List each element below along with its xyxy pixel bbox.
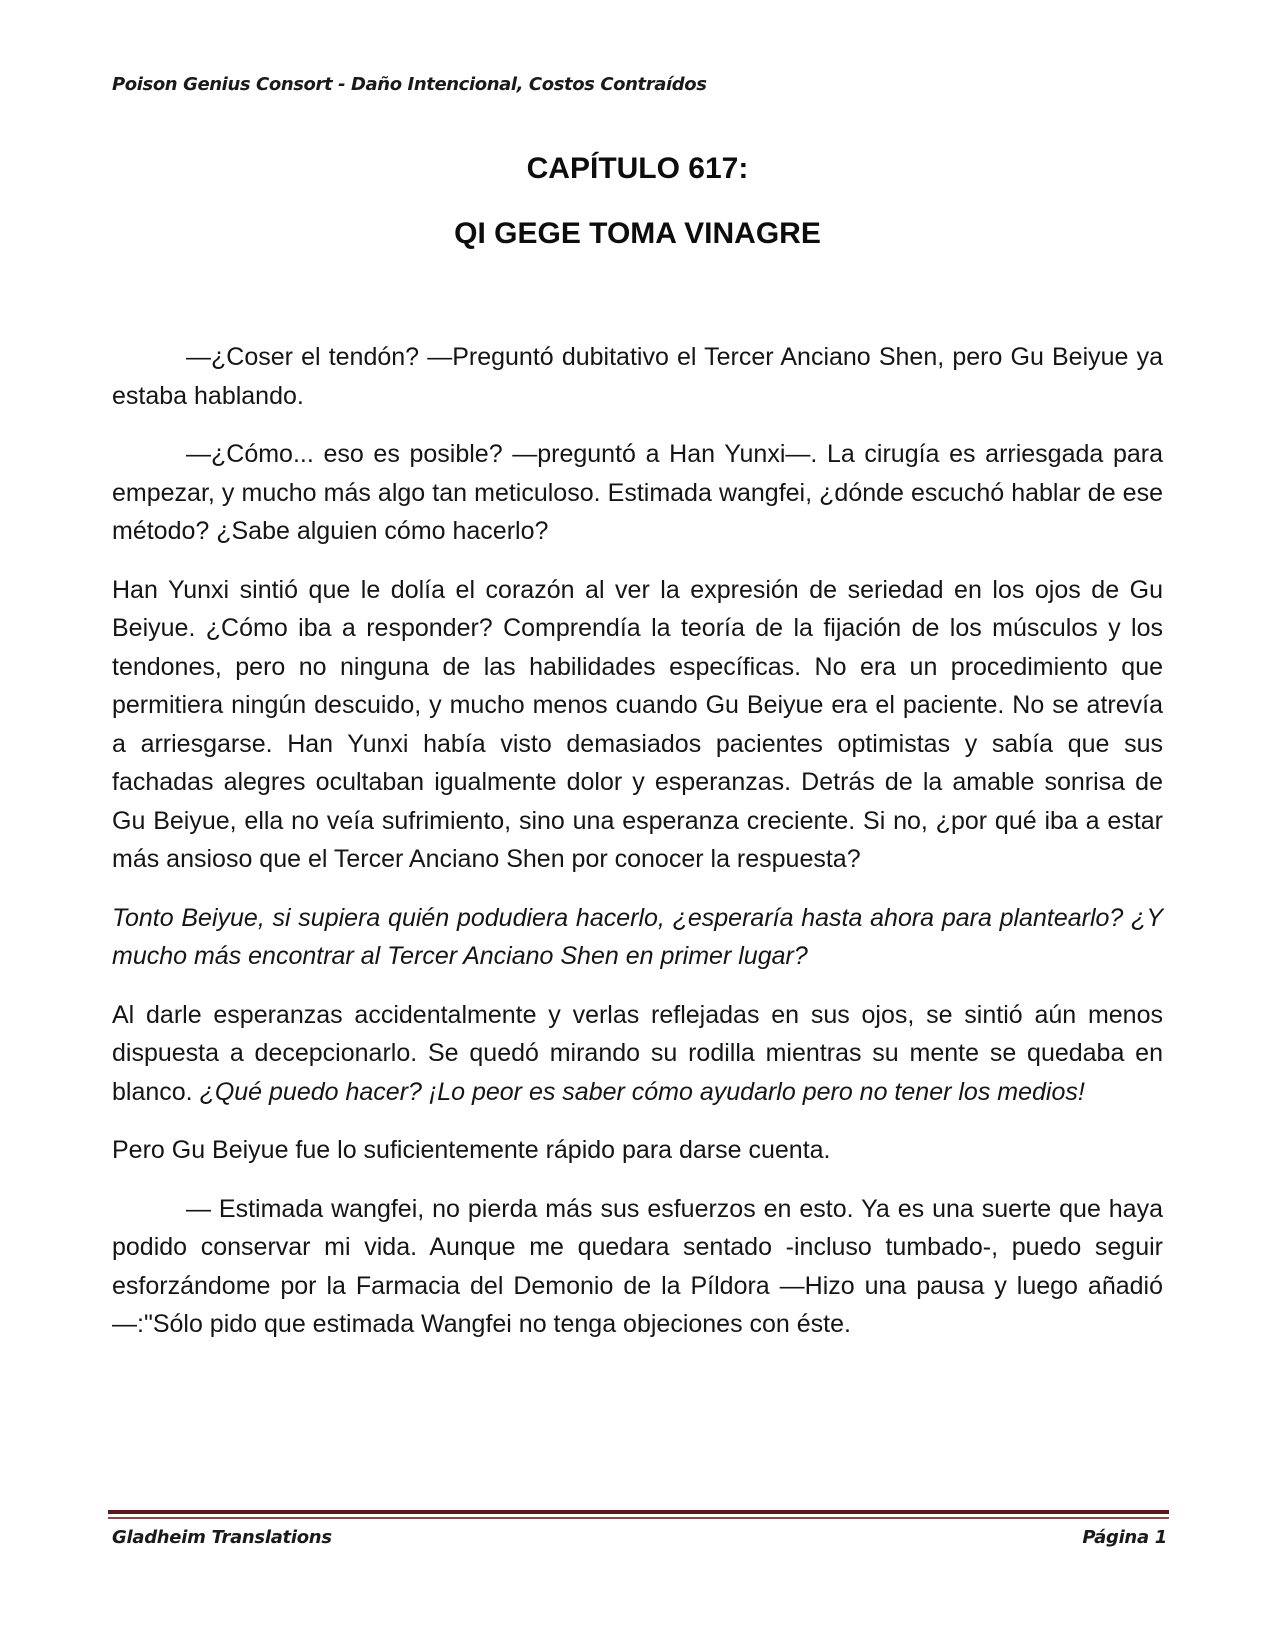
footer-rule: [108, 1510, 1169, 1514]
paragraph-2: —¿Cómo... eso es posible? —preguntó a Han Yunxi—. La cirugía es arriesgada para empezar, y mucho más algo tan meticuloso. Estimada wangfei, ¿dónde escuchó hablar de ese método? ¿Sabe alguien cómo hacerlo?: [112, 440, 1163, 545]
body-text: [112, 338, 1163, 1364]
paragraph-5-thought: ¿Qué puedo hacer? ¡Lo peor es saber cómo ayudarlo pero no tener los medios!: [199, 1077, 1085, 1106]
paragraph-5-text: Al darle esperanzas accidentalmente y verlas reflejadas en sus ojos, se sintió aún menos dispuesta a decepcionarlo. Se quedó mirando su rodilla mientras su mente se quedaba en blanco.: [112, 1000, 1163, 1106]
page-number: Página 1: [1082, 1527, 1167, 1548]
footer-rule-thin: [108, 1517, 1169, 1519]
chapter-number: CAPÍTULO 617:: [526, 152, 749, 185]
running-header: Poison Genius Consort - Daño Intencional, Costos Contraídos: [112, 74, 707, 95]
paragraph-5: [112, 996, 1163, 1112]
chapter-title: QI GEGE TOMA VINAGRE: [454, 217, 821, 250]
footer-translator: Gladheim Translations: [112, 1527, 332, 1548]
paragraph-6: Pero Gu Beiyue fue lo suficientemente rápido para darse cuenta.: [112, 1136, 831, 1164]
paragraph-3: Han Yunxi sintió que le dolía el corazón al ver la expresión de seriedad en los ojos de Gu Beiyue. ¿Cómo iba a responder? Comprendía la teoría de la fijación de los músculos y los tendones, pero no ninguna de las habilidades específicas. No era un procedimiento que permitiera ningún descuido, y mucho menos cuando Gu Beiyue era el paciente. No se atrevía a arriesgarse. Han Yunxi había visto demasiados pacientes optimistas y sabía que sus fachadas alegres ocultaban igualmente dolor y esperanzas. Detrás de la amable sonrisa de Gu Beiyue, ella no veía sufrimiento, sino una esperanza creciente. Si no, ¿por qué iba a estar más ansioso que el Tercer Anciano Shen por conocer la respuesta?: [112, 575, 1163, 873]
paragraph-1: —¿Coser el tendón? —Preguntó dubitativo el Tercer Anciano Shen, pero Gu Beiyue ya estaba hablando.: [112, 343, 1163, 410]
paragraph-4-thought: Tonto Beiyue, si supiera quién podudiera hacerlo, ¿esperaría hasta ahora para plantearlo? ¿Y mucho más encontrar al Tercer Anciano Shen en primer lugar?: [112, 903, 1163, 970]
paragraph-7: — Estimada wangfei, no pierda más sus esfuerzos en esto. Ya es una suerte que haya podido conservar mi vida. Aunque me quedara sentado -incluso tumbado-, puedo seguir esforzándome por la Farmacia del Demonio de la Píldora —Hizo una pausa y luego añadió—:"Sólo pido que estimada Wangfei no tenga objeciones con éste.: [112, 1194, 1163, 1338]
